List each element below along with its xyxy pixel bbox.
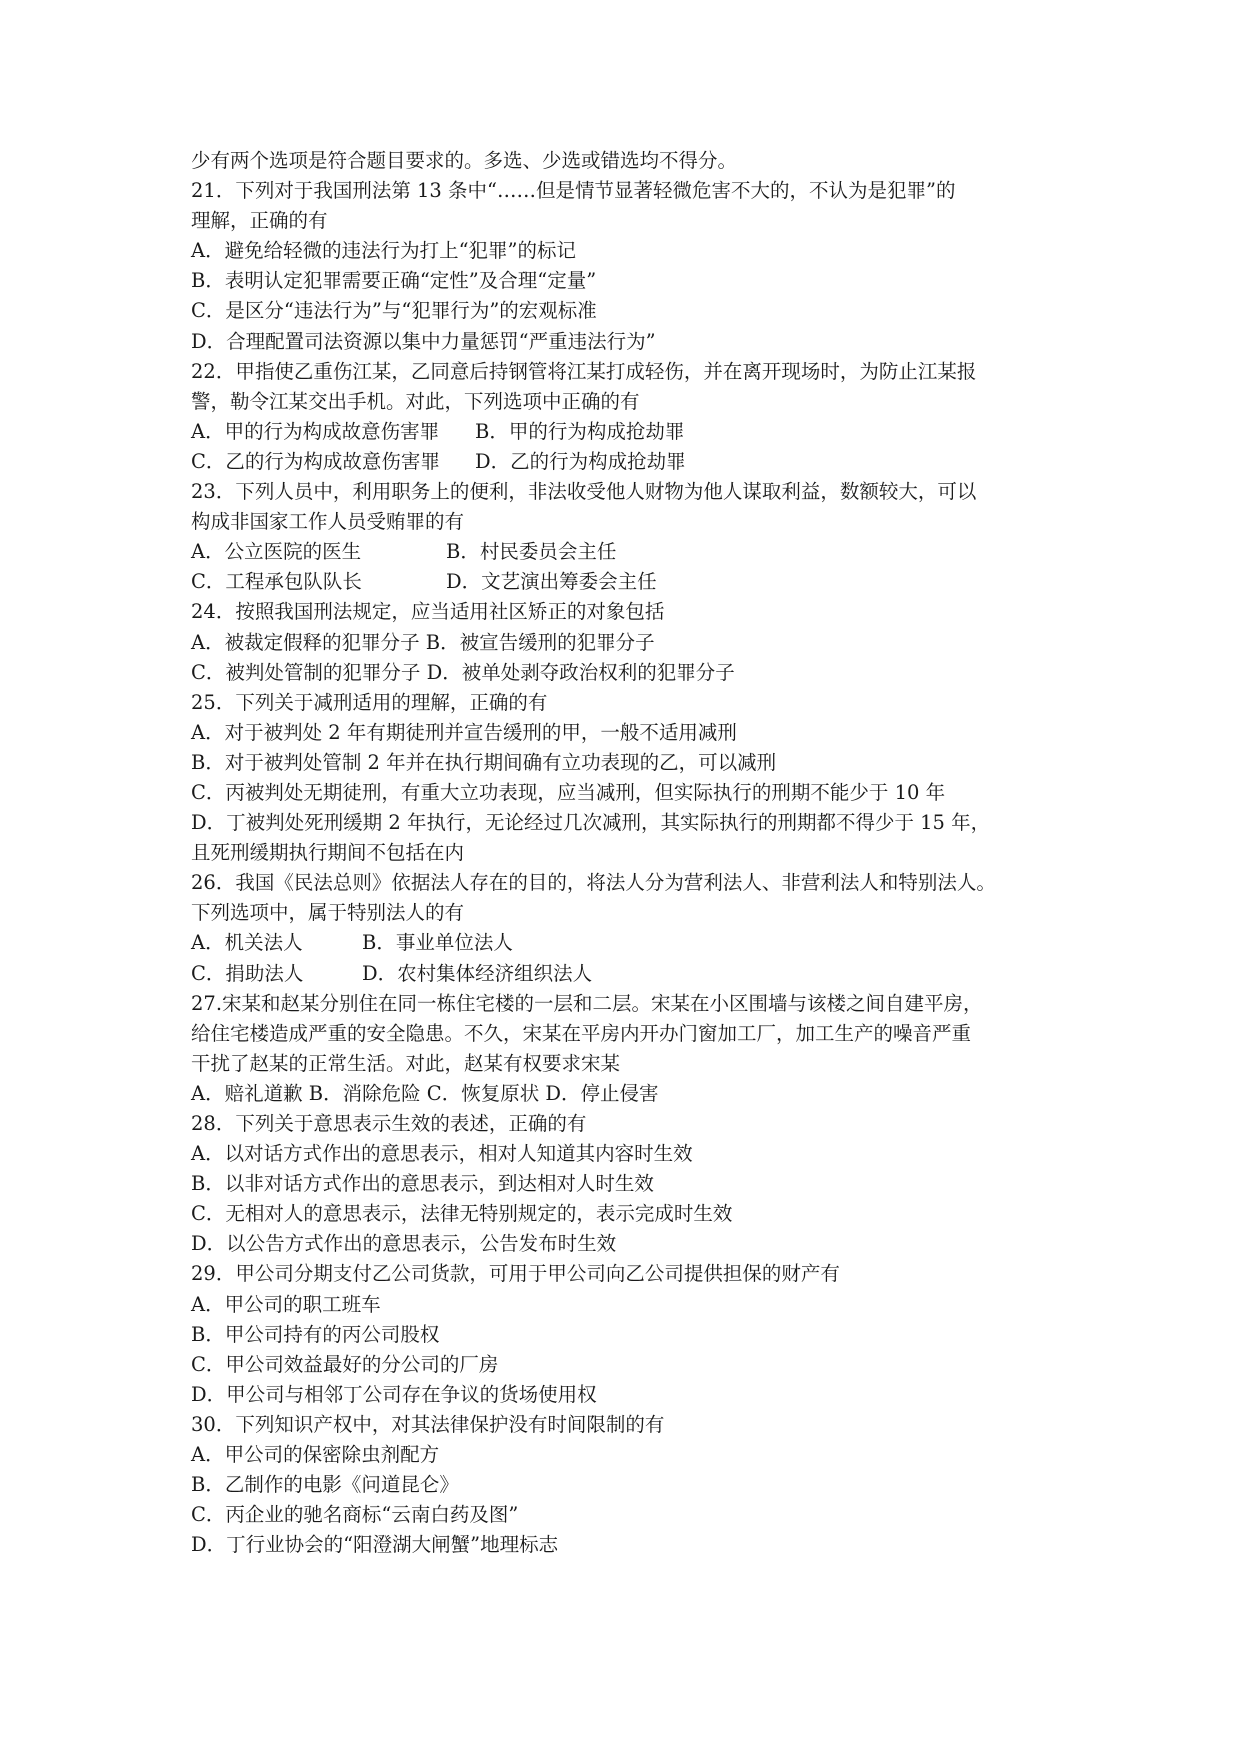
question-stem: 22．甲指使乙重伤江某，乙同意后持钢管将江某打成轻伤，并在离开现场时，为防止江某报 <box>191 359 977 383</box>
option-b: B．表明认定犯罪需要正确“定性”及合理“定量” <box>191 269 597 293</box>
question-stem: 25．下列关于减刑适用的理解，正确的有 <box>191 690 548 714</box>
question-27 <box>191 989 1071 1109</box>
question-stem: 下列选项中，属于特别法人的有 <box>191 901 465 925</box>
question-21 <box>191 176 1071 357</box>
option-a: A．避免给轻微的违法行为打上“犯罪”的标记 <box>191 239 577 263</box>
option-d: D．以公告方式作出的意思表示，公告发布时生效 <box>191 1232 617 1256</box>
option-row-ab <box>191 928 1071 958</box>
option-d: D．合理配置司法资源以集中力量惩罚“严重违法行为” <box>191 329 656 353</box>
option-a: A．甲公司的职工班车 <box>191 1292 381 1316</box>
option-c: C．丙被判处无期徒刑，有重大立功表现，应当减刑，但实际执行的刑期不能少于 10 年 <box>191 780 946 804</box>
option-d: D．丁行业协会的“阳澄湖大闸蟹”地理标志 <box>191 1533 559 1557</box>
question-stem: 24．按照我国刑法规定，应当适用社区矫正的对象包括 <box>191 600 665 624</box>
question-stem: 构成非国家工作人员受贿罪的有 <box>191 510 465 534</box>
question-stem: 理解，正确的有 <box>191 209 328 233</box>
option-a: A．甲的行为构成故意伤害罪 <box>191 419 440 443</box>
question-stem: 27.宋某和赵某分别住在同一栋住宅楼的一层和二层。宋某在小区围墙与该楼之间自建平房， <box>191 991 983 1015</box>
question-stem: 23．下列人员中，利用职务上的便利，非法收受他人财物为他人谋取利益，数额较大，可以 <box>191 480 977 504</box>
option-d: D．乙的行为构成抢劫罪 <box>475 449 686 473</box>
question-28 <box>191 1109 1071 1259</box>
option-row-ab <box>191 537 1071 567</box>
option-b: B．以非对话方式作出的意思表示，到达相对人时生效 <box>191 1172 654 1196</box>
option-a: A．以对话方式作出的意思表示，相对人知道其内容时生效 <box>191 1142 693 1166</box>
option-d: D．农村集体经济组织法人 <box>362 961 593 985</box>
question-stem: 给住宅楼造成严重的安全隐患。不久，宋某在平房内开办门窗加工厂，加工生产的噪音严重 <box>191 1021 972 1045</box>
option-row-cd <box>191 959 1071 989</box>
question-stem: 干扰了赵某的正常生活。对此，赵某有权要求宋某 <box>191 1051 621 1075</box>
option-row-cd <box>191 567 1071 597</box>
option-c: C．是区分“违法行为”与“犯罪行为”的宏观标准 <box>191 299 597 323</box>
option-row-ab <box>191 417 1071 447</box>
question-25 <box>191 688 1071 869</box>
option-c: C．工程承包队队长 <box>191 570 362 594</box>
option-d: D．丁被判处死刑缓期 2 年执行，无论经过几次减刑，其实际执行的刑期都不得少于 15 年， <box>191 811 991 835</box>
option-a: A．公立医院的医生 <box>191 540 362 564</box>
question-24 <box>191 597 1071 687</box>
option-a: A．对于被判处 2 年有期徒刑并宣告缓刑的甲，一般不适用减刑 <box>191 720 737 744</box>
option-row-cd <box>191 447 1071 477</box>
option-row-ab: A．被裁定假释的犯罪分子 B．被宣告缓刑的犯罪分子 <box>191 630 655 654</box>
option-c: C．甲公司效益最好的分公司的厂房 <box>191 1352 499 1376</box>
question-stem: 28．下列关于意思表示生效的表述，正确的有 <box>191 1112 587 1135</box>
option-b: B．村民委员会主任 <box>446 540 617 564</box>
option-b: B．甲的行为构成抢劫罪 <box>475 419 685 443</box>
option-row-cd: C．被判处管制的犯罪分子 D．被单处剥夺政治权利的犯罪分子 <box>191 660 735 684</box>
question-30 <box>191 1410 1071 1560</box>
question-stem: 29．甲公司分期支付乙公司货款，可用于甲公司向乙公司提供担保的财产有 <box>191 1262 840 1286</box>
options-line: A．赔礼道歉 B．消除危险 C．恢复原状 D．停止侵害 <box>191 1081 659 1105</box>
option-c: C．捐助法人 <box>191 961 304 985</box>
option-a: A．机关法人 <box>191 931 303 955</box>
option-d: D．文艺演出筹委会主任 <box>446 570 657 594</box>
option-c: C．乙的行为构成故意伤害罪 <box>191 449 440 473</box>
option-b: B．对于被判处管制 2 年并在执行期间确有立功表现的乙，可以减刑 <box>191 750 777 774</box>
option-a: A．甲公司的保密除虫剂配方 <box>191 1443 440 1467</box>
question-stem: 26．我国《民法总则》依据法人存在的目的，将法人分为营利法人、非营利法人和特别法人。 <box>191 871 996 895</box>
option-d-continued: 且死刑缓期执行期间不包括在内 <box>191 841 465 865</box>
question-stem: 警，勒令江某交出手机。对此，下列选项中正确的有 <box>191 389 640 413</box>
exam-page <box>191 146 1071 1560</box>
question-stem: 21．下列对于我国刑法第 13 条中“……但是情节显著轻微危害不大的，不认为是犯罪”的 <box>191 179 956 203</box>
instructions-text: 少有两个选项是符合题目要求的。多选、少选或错选均不得分。 <box>191 149 738 172</box>
question-26 <box>191 868 1071 988</box>
question-29 <box>191 1259 1071 1409</box>
option-b: B．甲公司持有的丙公司股权 <box>191 1322 440 1346</box>
question-23 <box>191 477 1071 597</box>
option-b: B．乙制作的电影《问道昆仑》 <box>191 1473 459 1497</box>
option-c: C．丙企业的驰名商标“云南白药及图” <box>191 1503 519 1527</box>
question-22 <box>191 357 1071 477</box>
option-b: B．事业单位法人 <box>362 931 513 955</box>
option-d: D．甲公司与相邻丁公司存在争议的货场使用权 <box>191 1382 597 1406</box>
question-stem: 30．下列知识产权中，对其法律保护没有时间限制的有 <box>191 1412 665 1436</box>
option-c: C．无相对人的意思表示，法律无特别规定的，表示完成时生效 <box>191 1202 733 1226</box>
